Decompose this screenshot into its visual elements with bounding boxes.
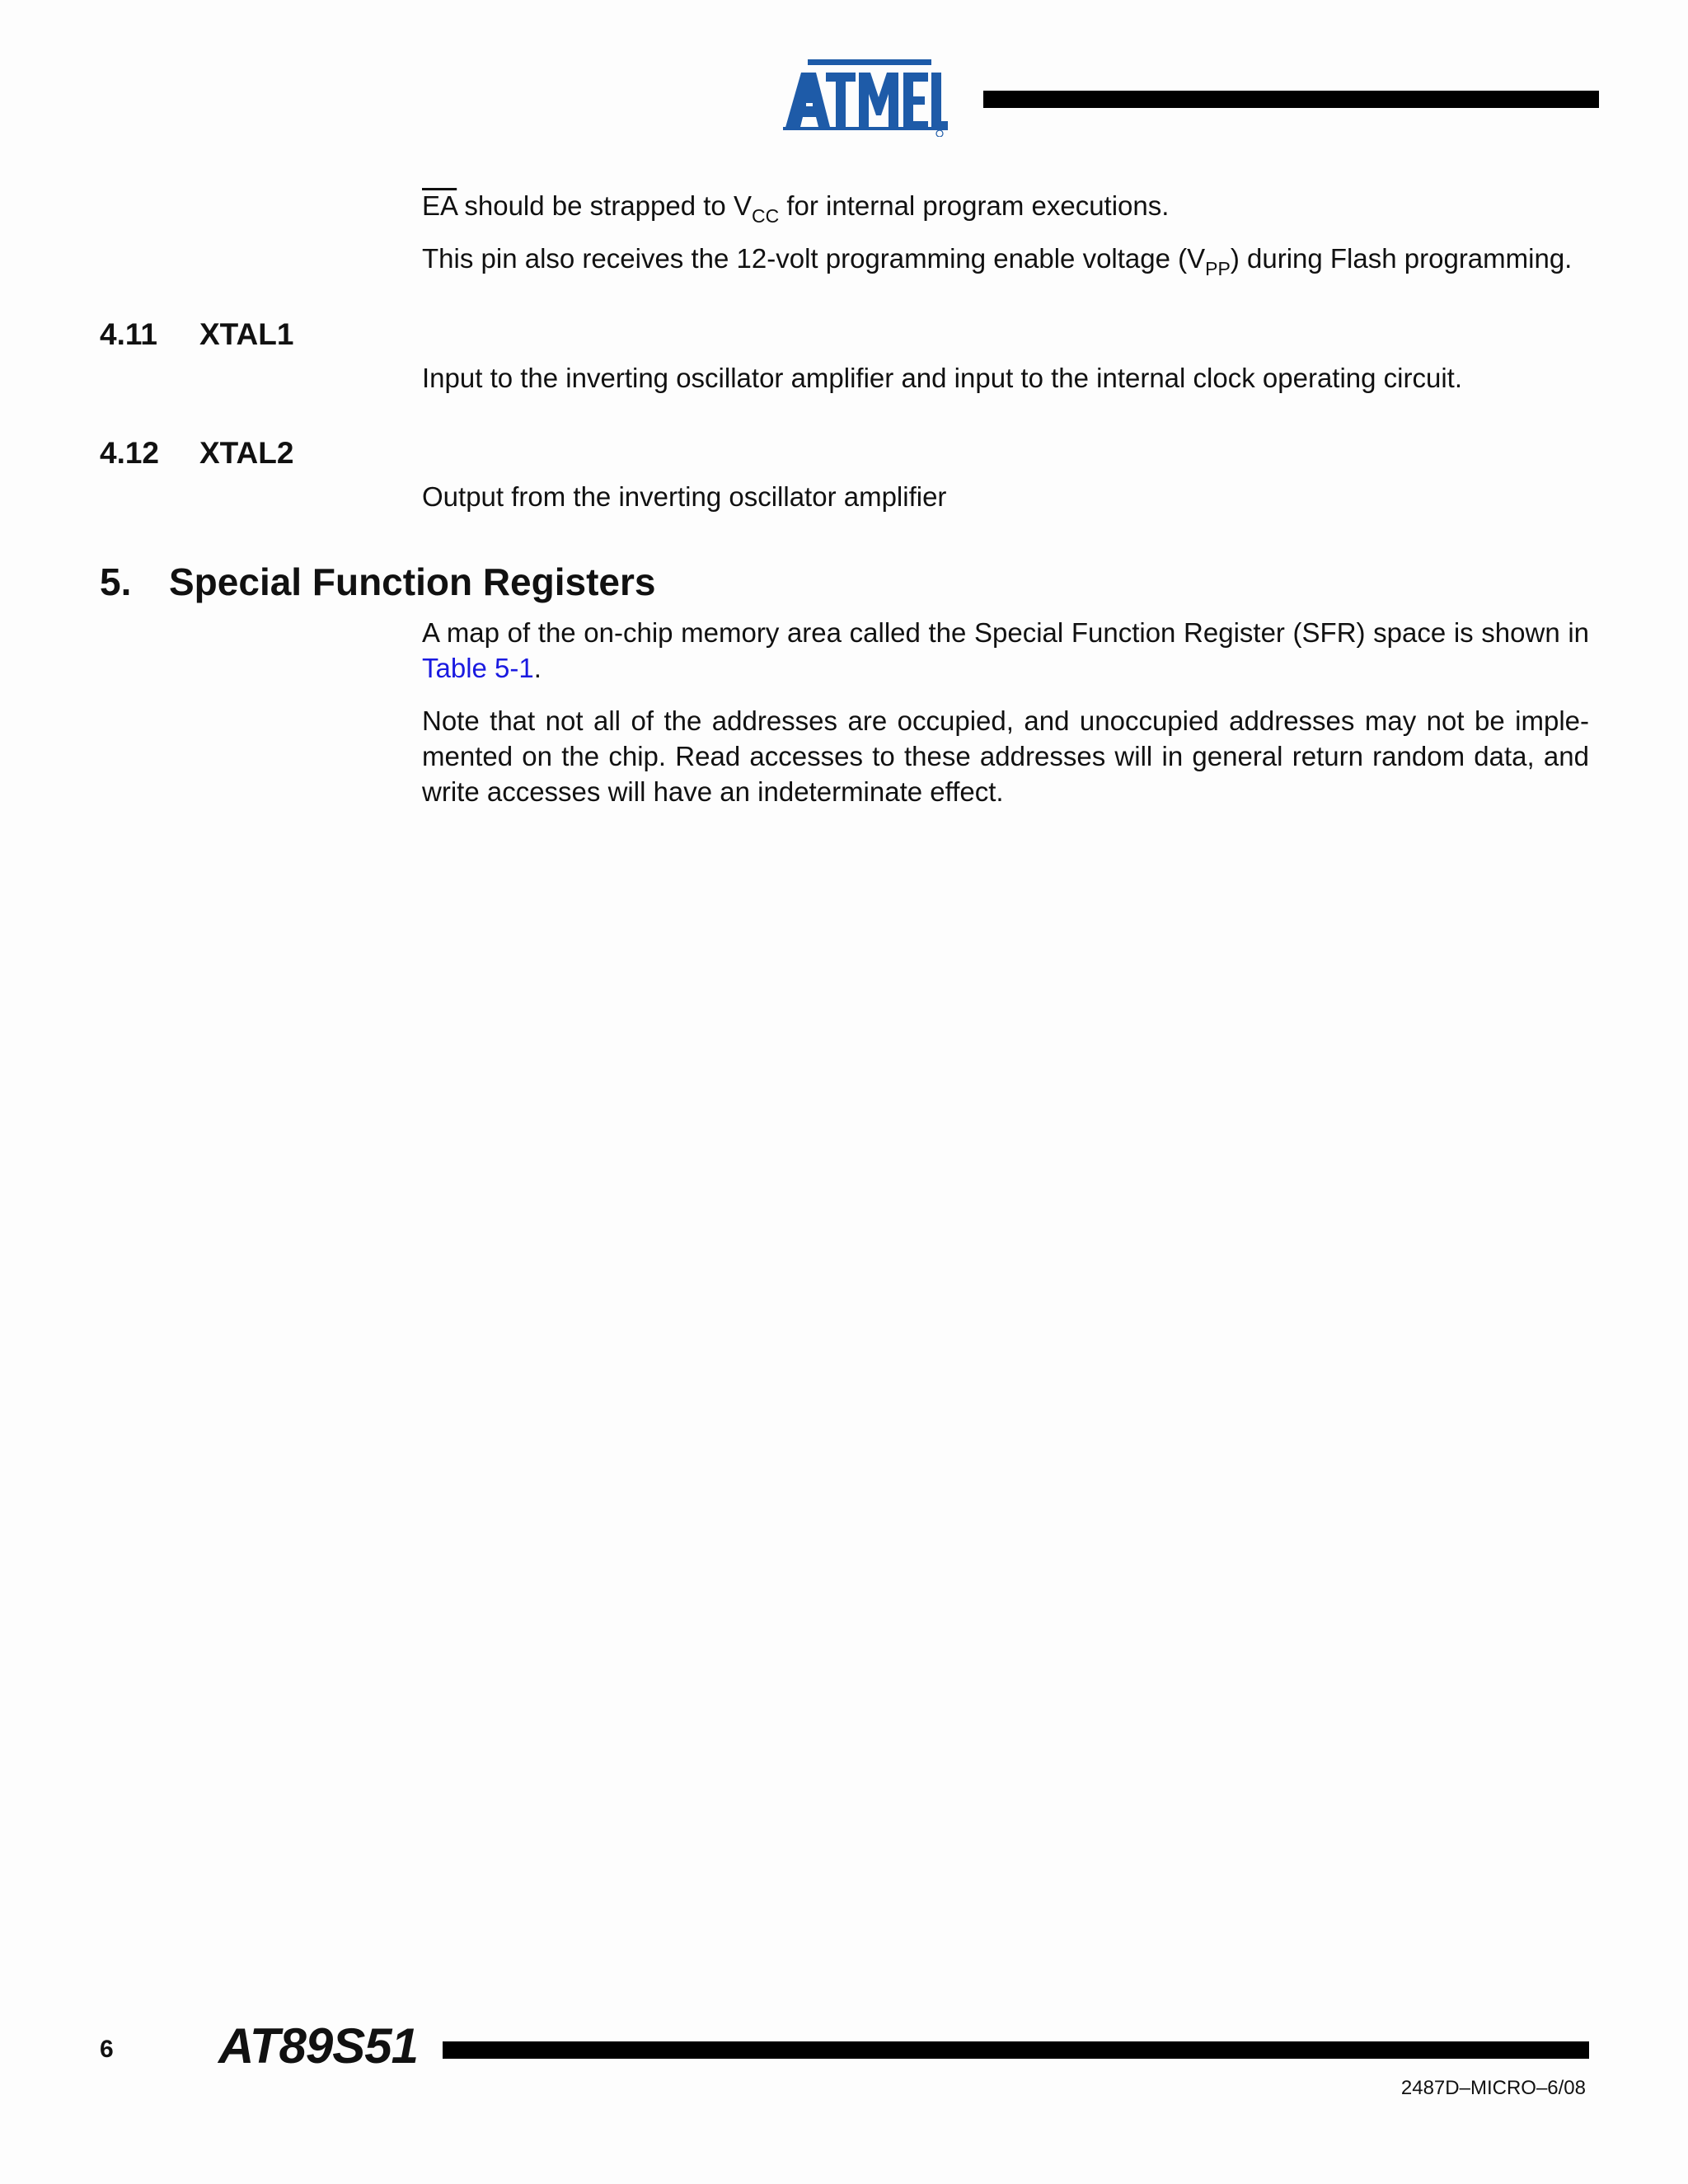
page-number: 6 xyxy=(100,2036,114,2063)
ea-signal: $\overline{EA}$ xyxy=(422,190,457,221)
xtal2-description: Output from the inverting oscillator amplifier xyxy=(422,481,947,512)
sfr-map-paragraph: A map of the on-chip memory area called the Special Function Register (SFR) space is shown in Table 5-1. xyxy=(422,617,1589,683)
ea-strap-paragraph: $\overline{EA}$ should be strapped to $V_{CC}$ for internal program executions. xyxy=(422,190,1170,227)
document-name: AT89S51 xyxy=(218,2018,419,2074)
atmel-logo xyxy=(783,58,948,137)
vpp-paragraph: This pin also receives the 12-volt programming enable voltage $(V_{PP})$ during Flash programming. xyxy=(422,243,1573,279)
section-heading-xtal1: 4.11 XTAL1 xyxy=(100,317,294,351)
section-heading-sfr: 5. Special Function Registers xyxy=(100,560,656,603)
xtal1-description: Input to the inverting oscillator amplifier and input to the internal clock operating circuit. xyxy=(422,363,1463,393)
document-code: 2487D–MICRO–6/08 xyxy=(1400,2077,1586,2099)
footer-rule xyxy=(443,2041,1589,2059)
header-rule xyxy=(983,91,1599,108)
section-heading-xtal2: 4.12 XTAL2 xyxy=(100,436,294,470)
table-5-1-link[interactable]: Table 5-1 xyxy=(422,653,534,683)
unoccupied-addresses-paragraph: Note that not all of the addresses are occupied, and unoccupied addresses may not be imple-mented on the chip. Read accesses to these addresses will in general return random data, and write accesses will have an indeterminate effect. xyxy=(422,705,1589,807)
